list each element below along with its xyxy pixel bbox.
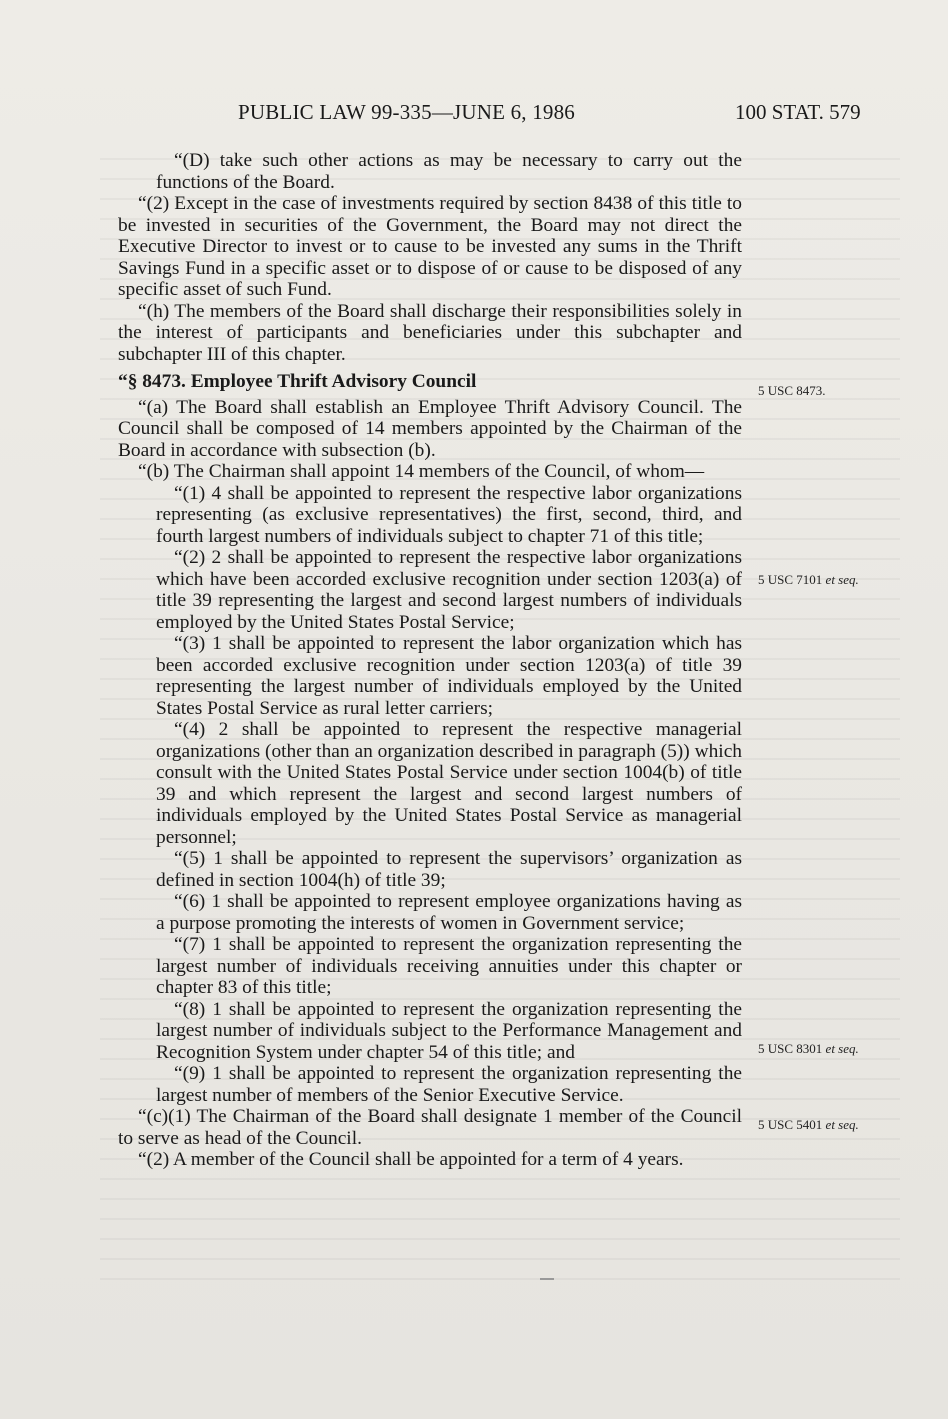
paragraph-b9: “(9) 1 shall be appointed to represent the organization representing the largest number of members of the Senior Executive Service. — [156, 1063, 742, 1106]
paragraph-c2: “(2) A member of the Council shall be appointed for a term of 4 years. — [138, 1149, 684, 1170]
margin-note-text: 5 USC 5401 — [758, 1117, 823, 1132]
margin-note-8301 — [758, 1040, 878, 1057]
paragraph-b2: “(2) 2 shall be appointed to represent the respective labor organizations which have been accorded exclusive recognition under section 1203(a) of title 39 representing the largest and second largest numbers of individuals employed by the United States Postal Service; — [156, 547, 742, 633]
paragraph-b3: “(3) 1 shall be appointed to represent the labor organization which has been accorded exclusive recognition under section 1203(a) of title 39 representing the largest number of individuals employed by the United States Postal Service as rural letter carriers; — [156, 633, 742, 719]
paragraph-b4: “(4) 2 shall be appointed to represent the respective managerial organizations (other than an organization described in paragraph (5)) which consult with the United States Postal Service under section 1004(b) of title 39 and which represent the largest and second largest numbers of individuals employed by the United States Postal Service as managerial personnel; — [156, 719, 742, 848]
paragraph-b5: “(5) 1 shall be appointed to represent the supervisors’ organization as defined in section 1004(h) of title 39; — [156, 848, 742, 891]
paragraph-a: “(a) The Board shall establish an Employee Thrift Advisory Council. The Council shall be composed of 14 members appointed by the Chairman of the Board in accordance with subsection (b). — [118, 396, 742, 461]
paragraph-b: “(b) The Chairman shall appoint 14 members of the Council, of whom— — [138, 461, 705, 482]
margin-note-5401 — [758, 1116, 878, 1133]
statute-page-number: 100 STAT. 579 — [735, 100, 861, 124]
paragraph-h: “(h) The members of the Board shall discharge their responsibilities solely in the interest of participants and beneficiaries under this subchapter and subchapter III of this chapter. — [118, 300, 742, 365]
body-text — [118, 150, 742, 1171]
margin-note-7101 — [758, 571, 878, 588]
margin-note-suffix: et seq. — [825, 1117, 859, 1132]
margin-note-text: 5 USC 7101 — [758, 572, 823, 587]
margin-note-8473 — [758, 382, 878, 399]
paragraph-b8: “(8) 1 shall be appointed to represent the organization representing the largest number of individuals subject to the Performance Management and Recognition System under chapter 54 of this title; and — [156, 998, 742, 1063]
paragraph-g1-D: “(D) take such other actions as may be necessary to carry out the functions of the Board. — [156, 150, 742, 193]
paragraph-g2: “(2) Except in the case of investments required by section 8438 of this title to be invested in securities of the Government, the Board may not direct the Executive Director to invest or to cause to be invested any sums in the Thrift Savings Fund in a specific asset or to dispose of or cause to be disposed of any specific asset of such Fund. — [118, 193, 742, 300]
margin-note-text: 5 USC 8301 — [758, 1041, 823, 1056]
paragraph-b1: “(1) 4 shall be appointed to represent the respective labor organizations representing (as exclusive representatives) the first, second, third, and fourth largest numbers of individuals subject to chapter 71 of this title; — [156, 482, 742, 547]
margin-note-text: 5 USC 8473. — [758, 383, 826, 398]
scan-artifact — [540, 1278, 554, 1280]
page-header — [0, 100, 948, 132]
paragraph-b6: “(6) 1 shall be appointed to represent employee organizations having as a purpose promoting the interests of women in Government service; — [156, 891, 742, 934]
section-heading-8473: “§ 8473. Employee Thrift Advisory Council — [118, 371, 477, 392]
running-head-title: PUBLIC LAW 99-335—JUNE 6, 1986 — [238, 100, 576, 124]
margin-note-suffix: et seq. — [825, 572, 859, 587]
paragraph-b7: “(7) 1 shall be appointed to represent the organization representing the largest number of individuals receiving annuities under this chapter or chapter 83 of this title; — [156, 934, 742, 998]
paragraph-c1: “(c)(1) The Chairman of the Board shall designate 1 member of the Council to serve as head of the Council. — [118, 1106, 742, 1149]
margin-note-suffix: et seq. — [825, 1041, 859, 1056]
